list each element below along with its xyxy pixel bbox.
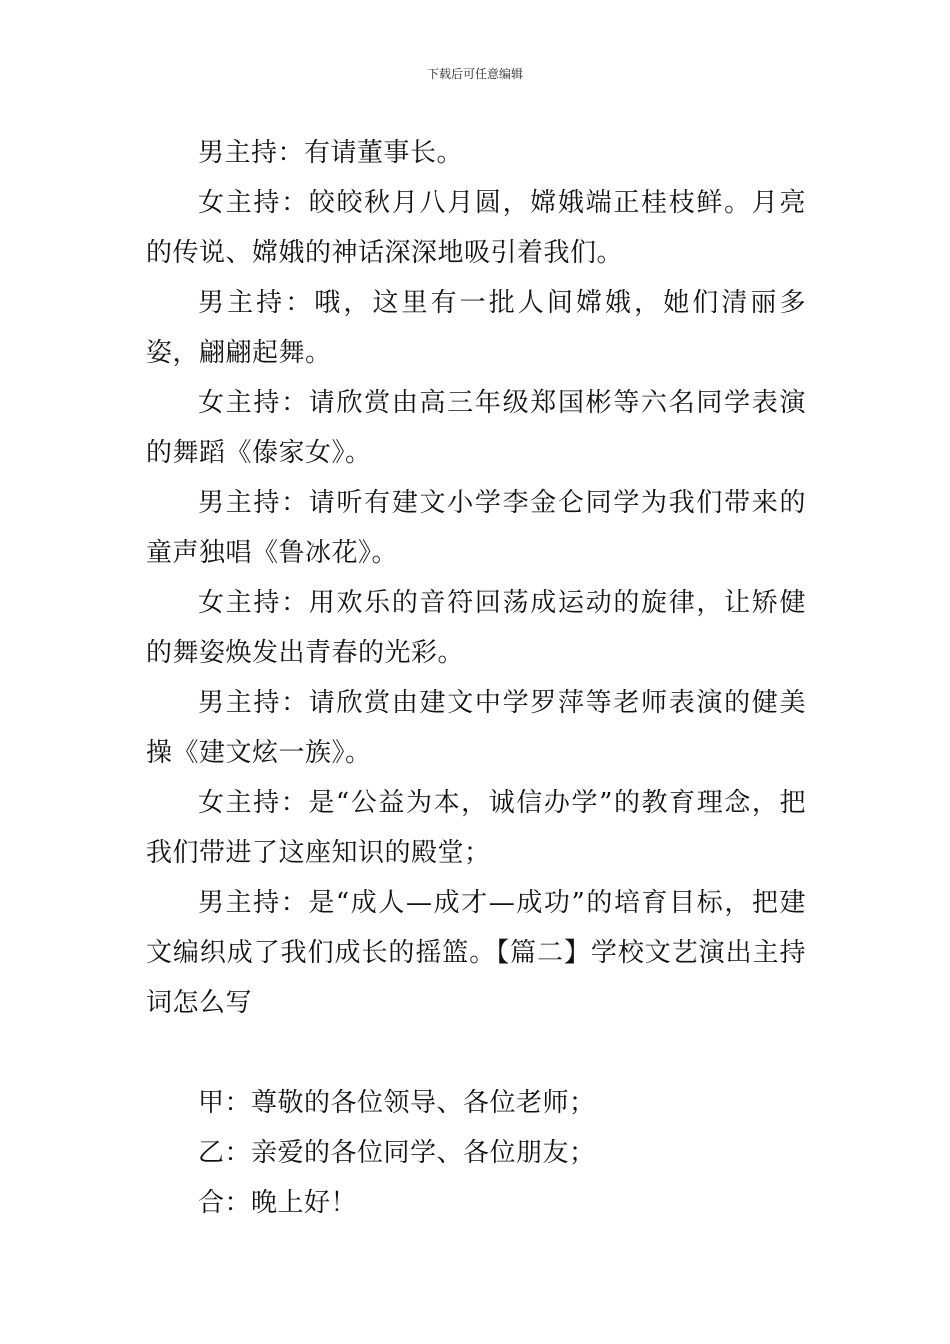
paragraph-female-host-1: 女主持：皎皎秋月八月圆，嫦娥端正桂枝鲜。月亮的传说、嫦娥的神话深深地吸引着我们。	[146, 188, 806, 268]
greeting-line-he: 合：晚上好！	[198, 1188, 358, 1218]
paragraph-male-host-1: 男主持：有请董事长。	[198, 138, 464, 168]
paragraph-male-host-5: 男主持：是“成人—成才—成功”的培育目标，把建文编织成了我们成长的摇篮。【篇二】学校文艺演出主持词怎么写	[146, 888, 806, 1018]
greeting-line-jia: 甲：尊敬的各位领导、各位老师；	[198, 1088, 596, 1118]
paragraph-male-host-2: 男主持：哦，这里有一批人间嫦娥，她们清丽多姿，翩翩起舞。	[146, 288, 806, 368]
paragraph-male-host-4: 男主持：请欣赏由建文中学罗萍等老师表演的健美操《建文炫一族》。	[146, 688, 806, 768]
paragraph-female-host-3: 女主持：用欢乐的音符回荡成运动的旋律，让矫健的舞姿焕发出青春的光彩。	[146, 588, 806, 668]
paragraph-female-host-4: 女主持：是“公益为本，诚信办学”的教育理念，把我们带进了这座知识的殿堂；	[146, 788, 806, 868]
page-header: 下载后可任意编辑	[426, 67, 523, 81]
paragraph-female-host-2: 女主持：请欣赏由高三年级郑国彬等六名同学表演的舞蹈《傣家女》。	[146, 388, 806, 468]
document-body	[146, 128, 806, 1228]
greeting-line-yi: 乙：亲爱的各位同学、各位朋友；	[198, 1138, 596, 1168]
section-spacer	[146, 1028, 806, 1078]
paragraph-male-host-3: 男主持：请听有建文小学李金仑同学为我们带来的童声独唱《鲁冰花》。	[146, 488, 806, 568]
